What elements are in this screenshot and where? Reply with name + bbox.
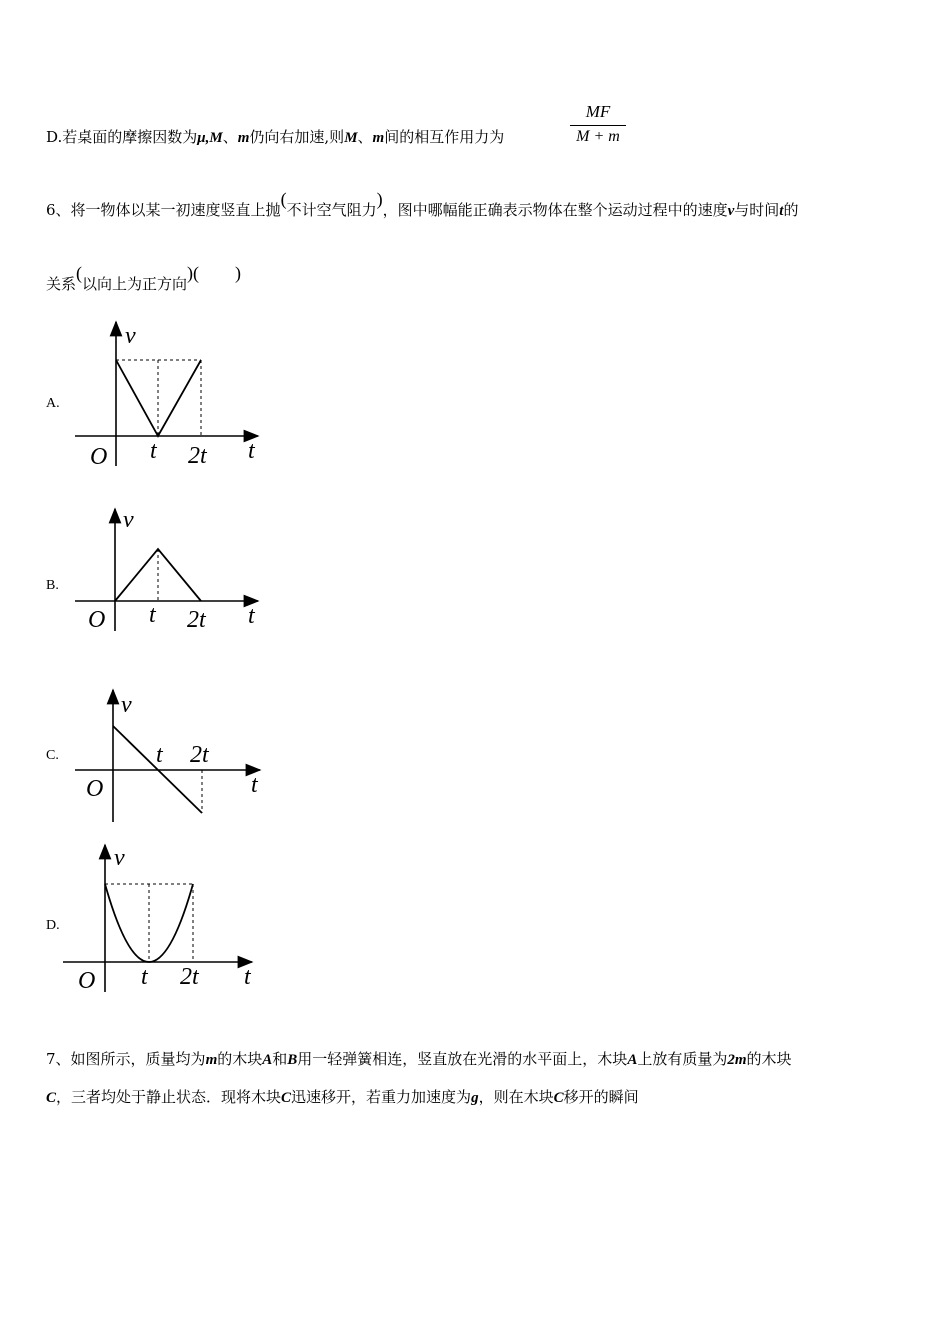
question-6-line-1: 6、将一物体以某一初速度竖直上抛(不计空气阻力)，图中哪幅能正确表示物体在整个运动过程中的速度v与时间t的 — [46, 189, 799, 219]
option-a-label: A. — [46, 396, 60, 411]
question-7-line-2: C，三者均处于静止状态．现将木块C迅速移开，若重力加速度为g，则在木块C移开的瞬间 — [46, 1088, 639, 1106]
v-axis-label: v — [121, 692, 132, 718]
tick-t-label: t — [141, 964, 148, 990]
t-axis-label: t — [248, 438, 255, 464]
v-axis-label: v — [125, 323, 136, 349]
origin-label: O — [86, 776, 104, 802]
tick-2t-label: 2t — [180, 964, 199, 990]
t-axis-label: t — [251, 772, 258, 798]
option-d-graph — [60, 840, 260, 995]
v-axis-label: v — [114, 845, 125, 871]
question-number: 6、 — [46, 201, 71, 219]
fraction-numerator: MF — [585, 102, 611, 121]
v-axis-label: v — [123, 507, 134, 533]
tick-2t-label: 2t — [188, 443, 207, 469]
origin-label: O — [88, 607, 106, 633]
fraction-mf-over-m-plus-m — [570, 102, 626, 146]
option-label: D. — [46, 128, 63, 146]
tick-2t-label: 2t — [190, 742, 209, 768]
tick-2t-label: 2t — [187, 607, 206, 633]
question-7-line-1: 7、如图所示，质量均为m的木块A和B用一轻弹簧相连，竖直放在光滑的水平面上，木块A上放有质量为2m的木块 — [46, 1050, 792, 1068]
t-axis-label: t — [248, 603, 255, 629]
answer-blank: ( ) — [193, 263, 242, 283]
option-b-graph — [70, 505, 270, 635]
option-c-graph — [70, 686, 270, 826]
option-c-label: C. — [46, 748, 59, 763]
origin-label: O — [90, 444, 108, 470]
question-number: 7、 — [46, 1050, 71, 1068]
origin-label: O — [78, 968, 96, 994]
tick-t-label: t — [149, 602, 156, 628]
fraction-bar — [570, 125, 626, 126]
prev-option-d: D.若桌面的摩擦因数为μ,M、m仍向右加速,则M、m间的相互作用力为 — [46, 128, 505, 146]
tick-t-label: t — [156, 742, 163, 768]
option-a-graph — [70, 318, 270, 473]
option-b-label: B. — [46, 578, 59, 593]
tick-t-label: t — [150, 438, 157, 464]
t-axis-label: t — [244, 964, 251, 990]
option-d-label: D. — [46, 918, 60, 933]
question-6-line-2: 关系(以向上为正方向)( ) — [46, 263, 242, 293]
fraction-denominator: M + m — [576, 128, 620, 145]
